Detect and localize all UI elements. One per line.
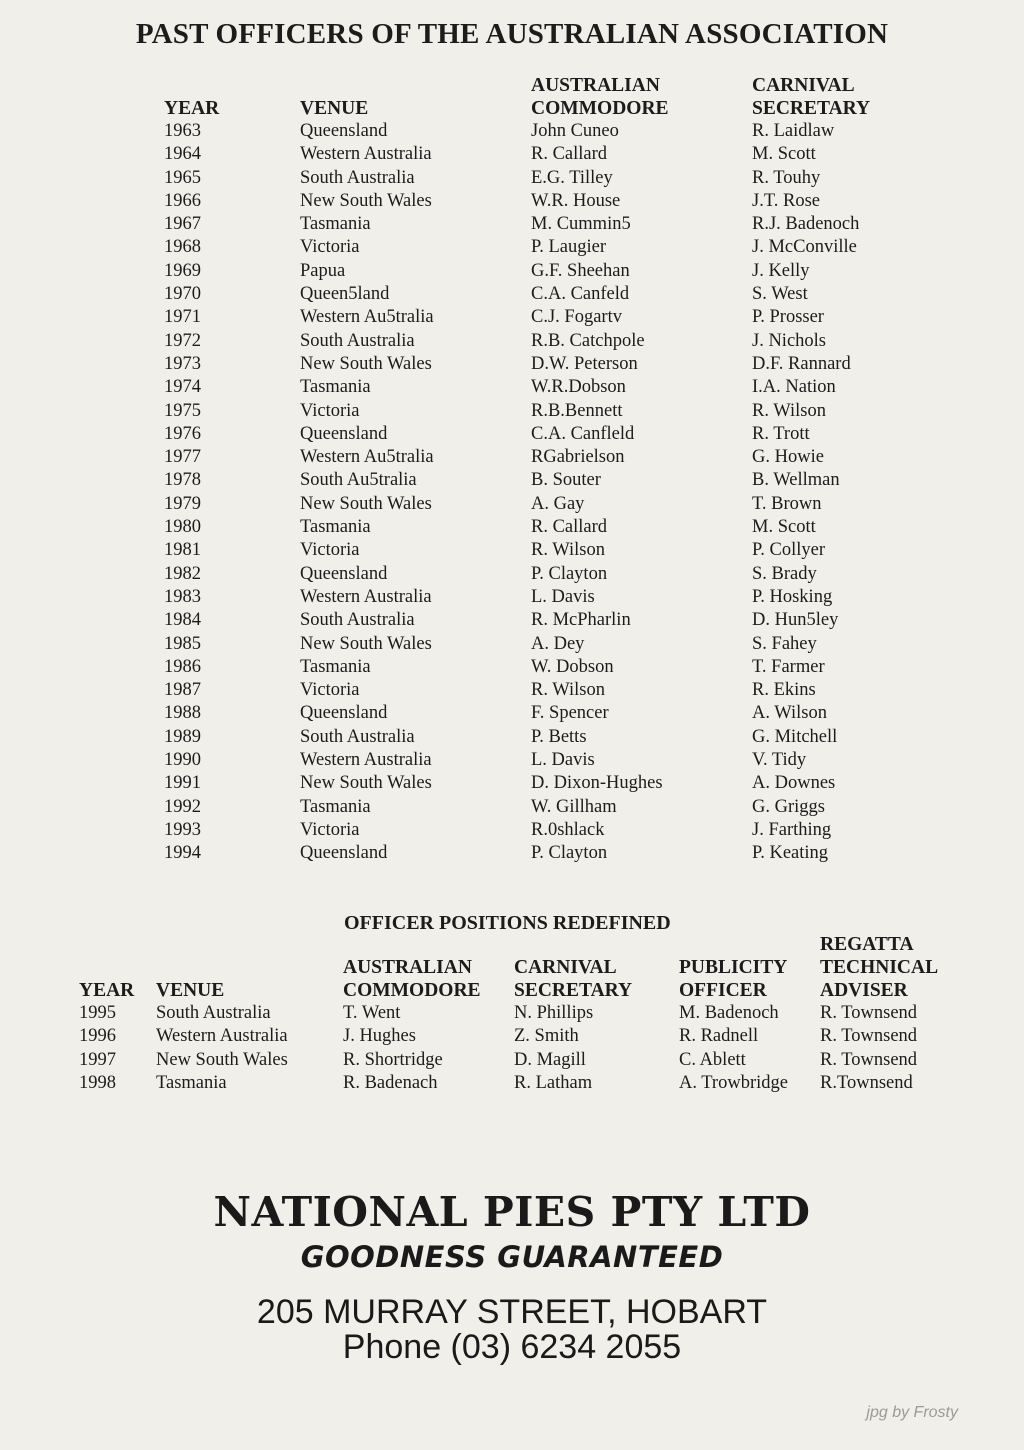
commodore-cell: E.G. Tilley (531, 167, 613, 188)
table-row (164, 516, 912, 539)
secretary-cell: Z. Smith (514, 1026, 579, 1047)
secretary-cell: I.A. Nation (752, 377, 836, 398)
commodore-cell: P. Betts (531, 726, 587, 747)
secretary-cell: T. Farmer (752, 656, 825, 677)
header-publicity (679, 933, 820, 1002)
commodore-cell: D.W. Peterson (531, 353, 638, 374)
commodore-cell: R.0shlack (531, 819, 605, 840)
header-commodore-line1: AUSTRALIAN (343, 957, 472, 978)
venue-cell: Tasmania (300, 214, 371, 235)
header-regatta-line3: ADVISER (820, 980, 908, 1001)
commodore-cell: R. Callard (531, 144, 608, 165)
header-regatta (820, 933, 950, 1002)
venue-cell: Western Australia (300, 144, 432, 165)
year-cell: 1976 (164, 423, 201, 444)
venue-cell: Queensland (300, 121, 388, 141)
header-publicity-line1: PUBLICITY (679, 957, 788, 978)
table-row (164, 423, 912, 446)
secretary-cell: A. Downes (752, 773, 836, 794)
year-cell: 1985 (164, 633, 201, 654)
table-row (164, 376, 912, 399)
secretary-cell: S. Brady (752, 563, 817, 584)
header-year: YEAR (164, 98, 220, 119)
commodore-cell: L. Davis (531, 586, 595, 607)
year-cell: 1980 (164, 517, 201, 538)
secretary-cell: T. Brown (752, 493, 822, 514)
secretary-cell: D. Hun5ley (752, 610, 839, 631)
commodore-cell: P. Laugier (531, 237, 607, 258)
header-commodore (531, 74, 752, 120)
year-cell: 1984 (164, 610, 201, 631)
year-cell: 1981 (164, 540, 201, 561)
year-cell: 1965 (164, 167, 201, 188)
secretary-cell: R.J. Badenoch (752, 214, 860, 235)
commodore-cell: F. Spencer (531, 703, 609, 724)
venue-cell: Tasmania (300, 796, 371, 817)
commodore-cell: G.F. Sheehan (531, 260, 630, 281)
advert-slogan: GOODNESS GUARANTEED (300, 1240, 724, 1274)
year-cell: 1966 (164, 190, 201, 211)
secretary-cell: S. West (752, 284, 808, 305)
venue-cell: Victoria (300, 680, 360, 701)
secretary-cell: J. Farthing (752, 819, 832, 840)
header-commodore-line2: COMMODORE (343, 980, 481, 1001)
secretary-cell: P. Keating (752, 843, 829, 864)
venue-cell: South Au5tralia (300, 470, 417, 491)
table-row (164, 236, 912, 259)
venue-cell: Queen5land (300, 284, 390, 305)
regatta-adviser-cell: R. Townsend (820, 1003, 918, 1023)
page-title: PAST OFFICERS OF THE AUSTRALIAN ASSOCIATION (135, 18, 889, 50)
venue-cell: South Australia (156, 1003, 271, 1023)
table-row (164, 702, 912, 725)
secretary-cell: G. Howie (752, 447, 824, 468)
commodore-cell: B. Souter (531, 470, 601, 491)
redefined-officers-body (79, 1002, 950, 1095)
secretary-cell: J. Kelly (752, 260, 810, 281)
table-row (164, 772, 912, 795)
secretary-cell: P. Hosking (752, 586, 833, 607)
past-officers-body (164, 120, 912, 866)
publicity-officer-cell: M. Badenoch (679, 1003, 779, 1023)
secretary-cell: M. Scott (752, 144, 816, 165)
secretary-cell: S. Fahey (752, 633, 817, 654)
advert-address: 205 MURRAY STREET, HOBART (256, 1293, 768, 1331)
commodore-cell: R.B. Catchpole (531, 330, 645, 351)
header-year: YEAR (79, 980, 135, 1001)
secretary-cell: R. Ekins (752, 680, 816, 701)
venue-cell: Victoria (300, 237, 360, 258)
advert-company-name: NATIONAL PIES PTY LTD (213, 1188, 811, 1236)
year-cell: 1994 (164, 843, 201, 864)
venue-cell: Queensland (300, 563, 388, 584)
past-officers-header-row (164, 74, 912, 120)
secretary-cell: P. Prosser (752, 307, 824, 328)
table-row (164, 190, 912, 213)
scan-credit: jpg by Frosty (866, 1404, 958, 1421)
table-row (164, 493, 912, 516)
commodore-cell: John Cuneo (531, 121, 619, 141)
table-row (164, 213, 912, 236)
venue-cell: Western Australia (300, 586, 432, 607)
regatta-adviser-cell: R. Townsend (820, 1026, 918, 1047)
secretary-cell: B. Wellman (752, 470, 840, 491)
header-venue: VENUE (300, 98, 369, 119)
commodore-cell: RGabrielson (531, 447, 625, 468)
year-cell: 1978 (164, 470, 201, 491)
commodore-cell: T. Went (343, 1003, 401, 1023)
venue-cell: New South Wales (300, 773, 432, 794)
commodore-cell: A. Gay (531, 493, 585, 514)
commodore-cell: D. Dixon-Hughes (531, 773, 663, 794)
commodore-cell: A. Dey (531, 633, 585, 654)
year-cell: 1972 (164, 330, 201, 351)
table-row (164, 842, 912, 865)
venue-cell: New South Wales (300, 353, 432, 374)
year-cell: 1987 (164, 680, 201, 701)
venue-cell: South Australia (300, 726, 415, 747)
header-secretary-line1: CARNIVAL (514, 957, 617, 978)
secretary-cell: R. Latham (514, 1072, 593, 1093)
venue-cell: Victoria (300, 819, 360, 840)
table-row (164, 283, 912, 306)
table-row (164, 749, 912, 772)
table-row (164, 400, 912, 423)
commodore-cell: R. Badenach (343, 1072, 438, 1093)
commodore-cell: R. Wilson (531, 680, 605, 701)
year-cell: 1997 (79, 1049, 116, 1070)
commodore-cell: P. Clayton (531, 843, 608, 864)
table-row (164, 143, 912, 166)
commodore-cell: R. Shortridge (343, 1049, 443, 1070)
year-cell: 1996 (79, 1026, 116, 1047)
venue-cell: Queensland (300, 423, 388, 444)
table-row (164, 260, 912, 283)
commodore-cell: R.B.Bennett (531, 400, 623, 421)
venue-cell: Tasmania (300, 377, 371, 398)
header-secretary-line2: SECRETARY (752, 98, 871, 119)
secretary-cell: D. Magill (514, 1049, 586, 1070)
commodore-cell: W.R. House (531, 190, 621, 211)
secretary-cell: J. McConville (752, 237, 857, 258)
secretary-cell: G. Griggs (752, 796, 825, 817)
header-publicity-line2: OFFICER (679, 980, 767, 1001)
year-cell: 1969 (164, 260, 201, 281)
table-row (164, 819, 912, 842)
table-row (164, 539, 912, 562)
secretary-cell: P. Collyer (752, 540, 825, 561)
venue-cell: South Australia (300, 167, 415, 188)
commodore-cell: L. Davis (531, 750, 595, 771)
table-row (79, 1025, 950, 1048)
commodore-cell: R. Wilson (531, 540, 605, 561)
secretary-cell: J. Nichols (752, 330, 826, 351)
regatta-adviser-cell: R. Townsend (820, 1049, 918, 1070)
commodore-cell: C.A. Canfeld (531, 284, 630, 305)
table-row (164, 330, 912, 353)
venue-cell: Victoria (300, 540, 360, 561)
venue-cell: New South Wales (300, 633, 432, 654)
table-row (79, 1049, 950, 1072)
year-cell: 1998 (79, 1072, 116, 1093)
venue-cell: Papua (300, 260, 346, 281)
year-cell: 1973 (164, 353, 201, 374)
table-row (164, 656, 912, 679)
publicity-officer-cell: A. Trowbridge (679, 1072, 788, 1093)
table-row (164, 167, 912, 190)
year-cell: 1986 (164, 656, 201, 677)
header-venue: VENUE (156, 980, 225, 1001)
venue-cell: South Australia (300, 610, 415, 631)
secretary-cell: M. Scott (752, 517, 816, 538)
table-row (164, 633, 912, 656)
header-secretary (752, 74, 912, 120)
secretary-cell: J.T. Rose (752, 190, 821, 211)
redefined-header-row (79, 933, 950, 1002)
table-row (164, 306, 912, 329)
commodore-cell: W.R.Dobson (531, 377, 626, 398)
venue-cell: Tasmania (156, 1072, 227, 1093)
commodore-cell: W. Dobson (531, 656, 614, 677)
venue-cell: Western Au5tralia (300, 307, 434, 328)
venue-cell: Queensland (300, 703, 388, 724)
commodore-cell: C.A. Canfleld (531, 423, 635, 444)
year-cell: 1975 (164, 400, 201, 421)
commodore-cell: W. Gillham (531, 796, 617, 817)
year-cell: 1991 (164, 773, 201, 794)
year-cell: 1982 (164, 563, 201, 584)
venue-cell: Western Australia (300, 750, 432, 771)
publicity-officer-cell: R. Radnell (679, 1026, 759, 1047)
header-secretary-line1: CARNIVAL (752, 75, 855, 96)
year-cell: 1983 (164, 586, 201, 607)
commodore-cell: P. Clayton (531, 563, 608, 584)
year-cell: 1971 (164, 307, 201, 328)
year-cell: 1993 (164, 819, 201, 840)
past-officers-table (164, 74, 912, 866)
table-row (164, 563, 912, 586)
secretary-cell: D.F. Rannard (752, 353, 851, 374)
venue-cell: South Australia (300, 330, 415, 351)
commodore-cell: M. Cummin5 (531, 214, 631, 235)
year-cell: 1968 (164, 237, 201, 258)
regatta-adviser-cell: R.Townsend (820, 1072, 913, 1093)
secretary-cell: G. Mitchell (752, 726, 838, 747)
table-row (164, 726, 912, 749)
venue-cell: Western Australia (156, 1026, 288, 1047)
table-row (164, 446, 912, 469)
table-row (164, 120, 912, 143)
table-row (164, 796, 912, 819)
header-commodore-line1: AUSTRALIAN (531, 75, 660, 96)
header-regatta-line1: REGATTA (820, 934, 914, 955)
header-commodore (343, 933, 514, 1002)
commodore-cell: R. Callard (531, 517, 608, 538)
commodore-cell: J. Hughes (343, 1026, 416, 1047)
venue-cell: Tasmania (300, 656, 371, 677)
table-row (164, 679, 912, 702)
year-cell: 1970 (164, 284, 201, 305)
year-cell: 1979 (164, 493, 201, 514)
secretary-cell: R. Trott (752, 423, 810, 444)
header-commodore-line2: COMMODORE (531, 98, 669, 119)
year-cell: 1974 (164, 377, 201, 398)
year-cell: 1989 (164, 726, 201, 747)
year-cell: 1992 (164, 796, 201, 817)
venue-cell: New South Wales (300, 493, 432, 514)
secretary-cell: R. Laidlaw (752, 121, 835, 141)
table-row (164, 353, 912, 376)
year-cell: 1990 (164, 750, 201, 771)
redefined-section-title: OFFICER POSITIONS REDEFINED (344, 912, 671, 934)
year-cell: 1988 (164, 703, 201, 724)
year-cell: 1963 (164, 121, 201, 141)
header-secretary-line2: SECRETARY (514, 980, 633, 1001)
year-cell: 1964 (164, 144, 201, 165)
secretary-cell: V. Tidy (752, 750, 807, 771)
header-regatta-line2: TECHNICAL (820, 957, 939, 978)
venue-cell: New South Wales (156, 1049, 288, 1070)
venue-cell: New South Wales (300, 190, 432, 211)
commodore-cell: R. McPharlin (531, 610, 631, 631)
advert-phone: Phone (03) 6234 2055 (342, 1328, 682, 1366)
year-cell: 1977 (164, 447, 201, 468)
commodore-cell: C.J. Fogartv (531, 307, 622, 328)
venue-cell: Tasmania (300, 517, 371, 538)
table-row (79, 1072, 950, 1095)
secretary-cell: N. Phillips (514, 1003, 594, 1023)
venue-cell: Queensland (300, 843, 388, 864)
secretary-cell: R. Touhy (752, 167, 821, 188)
redefined-officers-table (79, 933, 950, 1095)
table-row (79, 1002, 950, 1025)
year-cell: 1995 (79, 1003, 116, 1023)
table-row (164, 469, 912, 492)
publicity-officer-cell: C. Ablett (679, 1049, 746, 1070)
table-row (164, 586, 912, 609)
venue-cell: Western Au5tralia (300, 447, 434, 468)
year-cell: 1967 (164, 214, 201, 235)
table-row (164, 609, 912, 632)
header-secretary (514, 933, 679, 1002)
secretary-cell: A. Wilson (752, 703, 827, 724)
secretary-cell: R. Wilson (752, 400, 826, 421)
venue-cell: Victoria (300, 400, 360, 421)
